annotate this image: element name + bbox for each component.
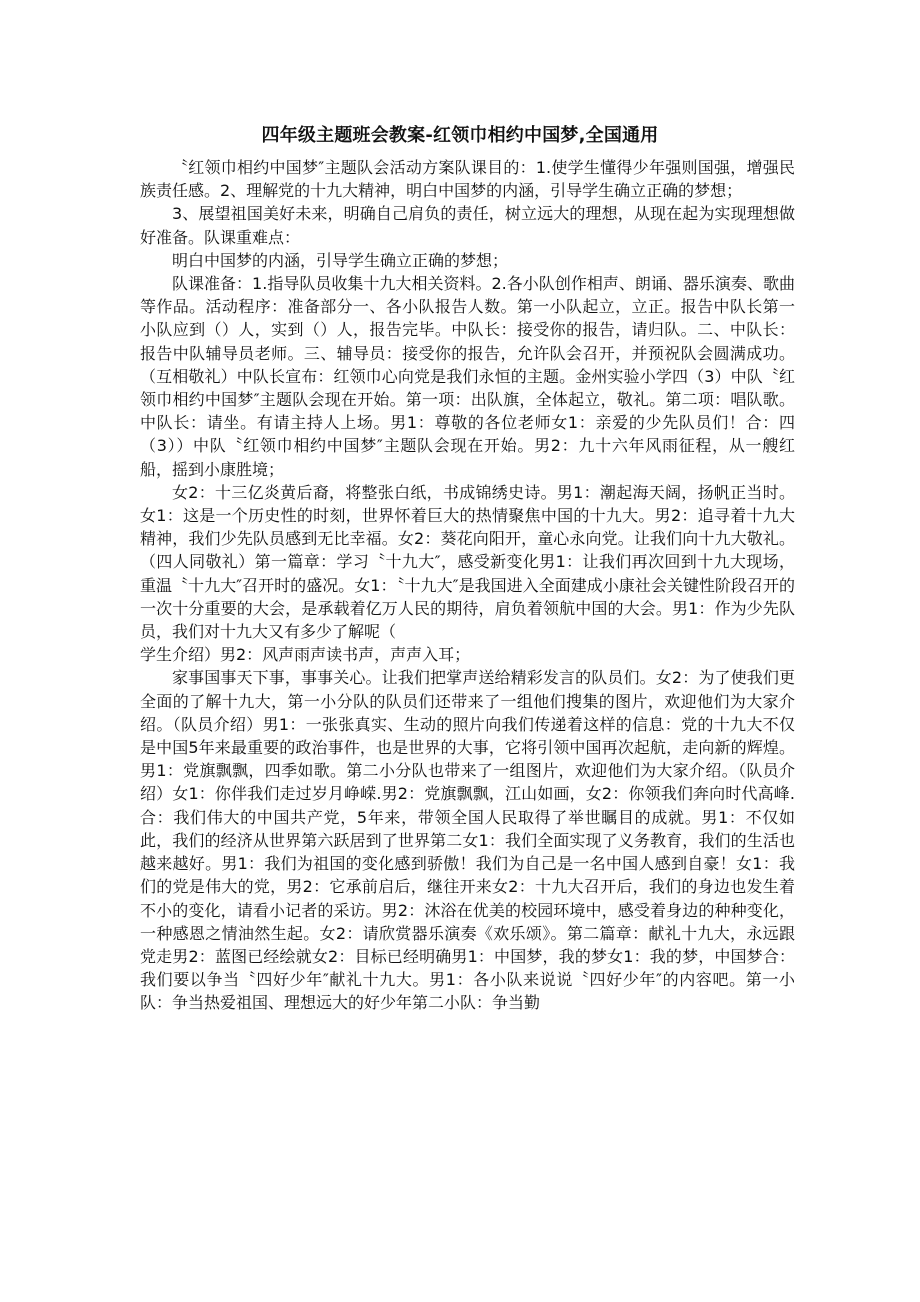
paragraph: 家事国事天下事，事事关心。让我们把掌声送给精彩发言的队员们。女2：为了使我们更全面的了解十九大，第一小分队的队员们还带来了一组他们搜集的图片，欢迎他们为大家介绍。（队员介绍）男1：一张张真实、生动的照片向我们传递着这样的信息：党的十九大不仅是中国5年来最重要的政治事件，也是世界的大事，它将引领中国再次起航，走向新的辉煌。男1：党旗飘飘，四季如歌。第二小分队也带来了一组图片，欢迎他们为大家介绍。（队员介绍）女1：你伴我们走过岁月峥嵘.男2：党旗飘飘，江山如画，女2：你领我们奔向时代高峰.合：我们伟大的中国共产党，5年来，带领全国人民取得了举世瞩目的成就。男1：不仅如此，我们的经济从世界第六跃居到了世界第二女1：我们全面实现了义务教育，我们的生活也越来越好。男1：我们为祖国的变化感到骄傲！我们为自己是一名中国人感到自豪！女1：我们的党是伟大的党，男2：它承前启后，继往开来女2：十九大召开后，我们的身边也发生着不小的变化，请看小记者的采访。男2：沐浴在优美的校园环境中，感受着身边的种种变化，一种感恩之情油然生起。女2：请欣赏器乐演奏《欢乐颂》。第二篇章：献礼十九大，永远跟党走男2：蓝图已经绘就女2：目标已经明确男1：中国梦，我的梦女1：我的梦，中国梦合：我们要以争当〝四好少年″献礼十九大。男1：各小队来说说〝四好少年″的内容吧。第一小队：争当热爱祖国、理想远大的好少年第二小队：争当勤 [140, 668, 795, 1013]
paragraph: 3、展望祖国美好未来，明确自己肩负的责任，树立远大的理想，从现在起为实现理想做好准备。队课重难点： [140, 204, 795, 247]
paragraph: 〝红领巾相约中国梦″主题队会活动方案队课目的：1.使学生懂得少年强则国强，增强民族责任感。2、理解党的十九大精神，明白中国梦的内涵，引导学生确立正确的梦想； [140, 158, 795, 201]
paragraph: 学生介绍）男2：风声雨声读书声，声声入耳； [140, 645, 471, 665]
document-title: 四年级主题班会教案-红领巾相约中国梦,全国通用 [261, 125, 659, 146]
paragraph: 女2：十三亿炎黄后裔，将整张白纸，书成锦绣史诗。男1：潮起海天阔，扬帆正当时。女1：这是一个历史性的时刻，世界怀着巨大的热情聚焦中国的十九大。男2：追寻着十九大精神，我们少先队员感到无比幸福。女2：葵花向阳开，童心永向党。让我们向十九大敬礼。（四人同敬礼）第一篇章：学习〝十九大″，感受新变化男1：让我们再次回到十九大现场，重温〝十九大″召开时的盛况。女1：〝十九大″是我国进入全面建成小康社会关键性阶段召开的一次十分重要的大会，是承载着亿万人民的期待，肩负着领航中国的大会。男1：作为少先队员，我们对十九大又有多少了解呢（ [140, 482, 795, 642]
paragraph: 队课准备：1.指导队员收集十九大相关资料。2.各小队创作相声、朗诵、器乐演奏、歌曲等作品。活动程序：准备部分一、各小队报告人数。第一小队起立，立正。报告中队长第一小队应到（）人，实到（）人，报告完毕。中队长：接受你的报告，请归队。二、中队长：报告中队辅导员老师。三、辅导员：接受你的报告，允许队会召开，并预祝队会圆满成功。（互相敬礼）中队长宣布：红领巾心向党是我们永恒的主题。金州实验小学四（3）中队〝红领巾相约中国梦″主题队会现在开始。第一项：出队旗，全体起立，敬礼。第二项：唱队歌。中队长：请坐。有请主持人上场。男1：尊敬的各位老师女1：亲爱的少先队员们！合：四（3））中队〝红领巾相约中国梦″主题队会现在开始。男2：九十六年风雨征程，从一艘红船，摇到小康胜境； [140, 274, 795, 479]
document-body [140, 156, 795, 1015]
paragraph: 明白中国梦的内涵，引导学生确立正确的梦想； [172, 250, 509, 270]
